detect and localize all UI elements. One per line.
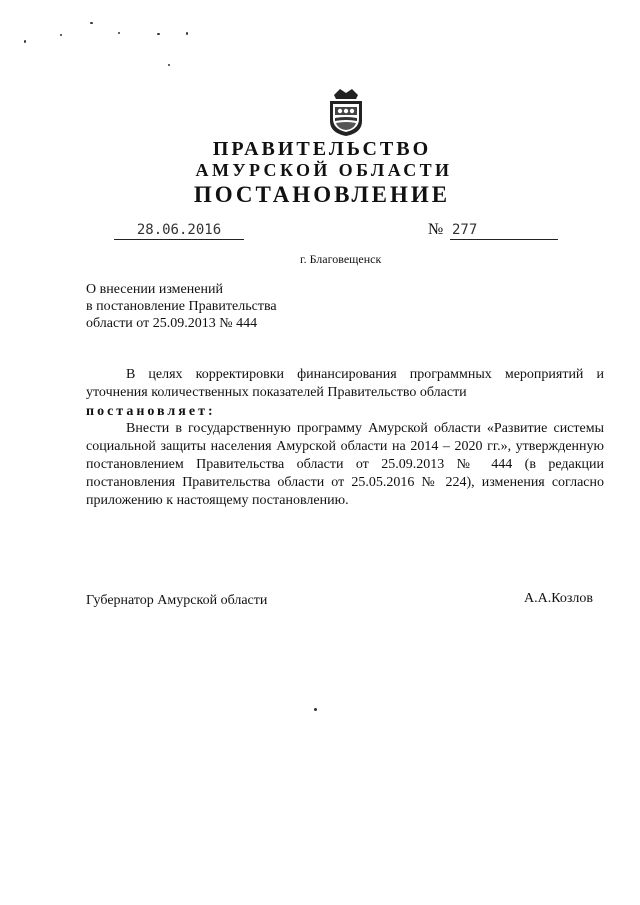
scan-speck (157, 33, 160, 35)
subject-line: области от 25.09.2013 № 444 (86, 316, 258, 331)
city: г. Благовещенск (300, 252, 382, 266)
scan-speck (314, 708, 317, 711)
scan-speck (186, 32, 188, 35)
document-type: ПОСТАНОВЛЕНИЕ (193, 182, 451, 207)
document-number: 277 (450, 222, 558, 240)
decree-word: постановляет: (86, 404, 216, 419)
org-name-line1: ПРАВИТЕЛЬСТВО (212, 138, 432, 160)
scan-speck (60, 34, 62, 36)
document-date: 28.06.2016 (114, 222, 244, 240)
scan-speck (90, 22, 93, 24)
subject-line: О внесении изменений (86, 282, 223, 297)
signer-name: А.А.Козлов (524, 591, 593, 606)
org-name-line2: АМУРСКОЙ ОБЛАСТИ (195, 160, 453, 180)
preamble-paragraph: В целях корректировки финансирования программных мероприятий и уточнения количественных показателей Правительство области (86, 367, 604, 400)
subject-line: в постановление Правительства (86, 299, 277, 314)
scan-speck (24, 40, 26, 43)
document-subject (86, 281, 277, 332)
signer-title: Губернатор Амурской области (86, 593, 268, 608)
coat-of-arms-icon (326, 85, 366, 137)
scan-speck (168, 64, 170, 66)
number-sign: № (428, 221, 444, 238)
decree-paragraph: Внести в государственную программу Амурской области «Развитие системы социальной защиты населения Амурской области на 2014 – 2020 гг.», утвержденную постановлением Правительства области от 25.09.2013 № 444 (в редакции постановления Правительства области от 25.05.2016 № 224), изменения согласно приложению к настоящему постановлению. (86, 421, 604, 508)
scan-speck (118, 32, 120, 34)
